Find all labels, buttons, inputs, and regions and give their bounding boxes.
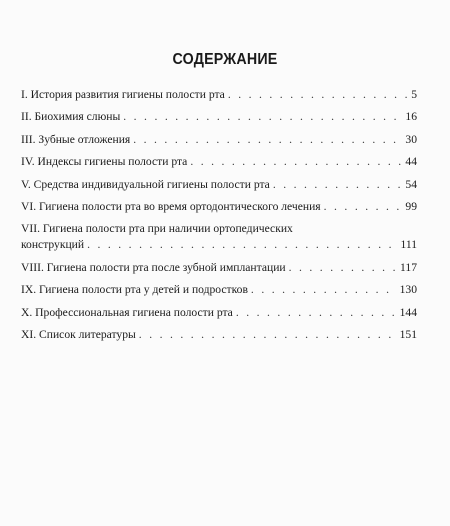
toc-entry-page: 111 [400, 238, 417, 252]
toc-leader-dots [139, 327, 397, 343]
toc-leader-dots [273, 177, 403, 193]
toc-entry-title: XI. Список литературы [21, 327, 136, 341]
table-of-contents [21, 87, 417, 349]
toc-entry-title-line2: конструкций [21, 238, 85, 252]
toc-entry [21, 199, 417, 215]
toc-entry-two-line [21, 221, 417, 253]
toc-entry [21, 327, 417, 343]
toc-entry [21, 177, 417, 193]
toc-entry [21, 109, 417, 125]
toc-entry-title-line1: VII. Гигиена полости рта при наличии ортопедических [21, 222, 293, 236]
page-title: СОДЕРЖАНИЕ [172, 51, 278, 68]
toc-entry-page: 99 [405, 199, 417, 213]
toc-entry [21, 282, 417, 298]
toc-entry [21, 305, 417, 321]
toc-leader-dots [251, 282, 397, 298]
toc-entry-page: 30 [405, 132, 417, 146]
toc-entry-title: I. История развития гигиены полости рта [21, 88, 225, 101]
toc-entry [21, 154, 417, 170]
toc-entry [21, 260, 417, 276]
toc-entry [21, 132, 417, 148]
toc-leader-dots [133, 132, 402, 148]
toc-entry [21, 87, 417, 103]
toc-leader-dots [228, 87, 408, 103]
toc-leader-dots [123, 109, 402, 125]
toc-entry-page: 44 [405, 155, 417, 169]
toc-entry-title: VI. Гигиена полости рта во время ортодонтического лечения [21, 199, 321, 213]
toc-leader-dots [324, 199, 403, 215]
toc-entry-page: 5 [411, 88, 417, 101]
toc-entry-title: III. Зубные отложения [21, 132, 131, 146]
toc-entry-page: 117 [400, 260, 417, 274]
toc-entry-title: II. Биохимия слюны [21, 110, 121, 124]
toc-leader-dots [87, 237, 397, 253]
toc-entry-page: 130 [399, 283, 417, 297]
toc-entry-title: IV. Индексы гигиены полости рта [21, 155, 188, 169]
toc-entry-title: IX. Гигиена полости рта у детей и подростков [21, 283, 248, 297]
toc-leader-dots [236, 305, 397, 321]
toc-entry-page: 54 [405, 177, 417, 191]
toc-leader-dots [289, 260, 397, 276]
toc-entry-page: 151 [399, 327, 417, 341]
toc-entry-page: 16 [405, 110, 417, 124]
toc-entry-page: 144 [399, 305, 417, 319]
toc-entry-title: V. Средства индивидуальной гигиены полости рта [21, 177, 270, 191]
toc-entry-title: X. Профессиональная гигиена полости рта [21, 305, 233, 319]
toc-leader-dots [190, 154, 402, 170]
toc-entry-title: VIII. Гигиена полости рта после зубной имплантации [21, 260, 286, 274]
